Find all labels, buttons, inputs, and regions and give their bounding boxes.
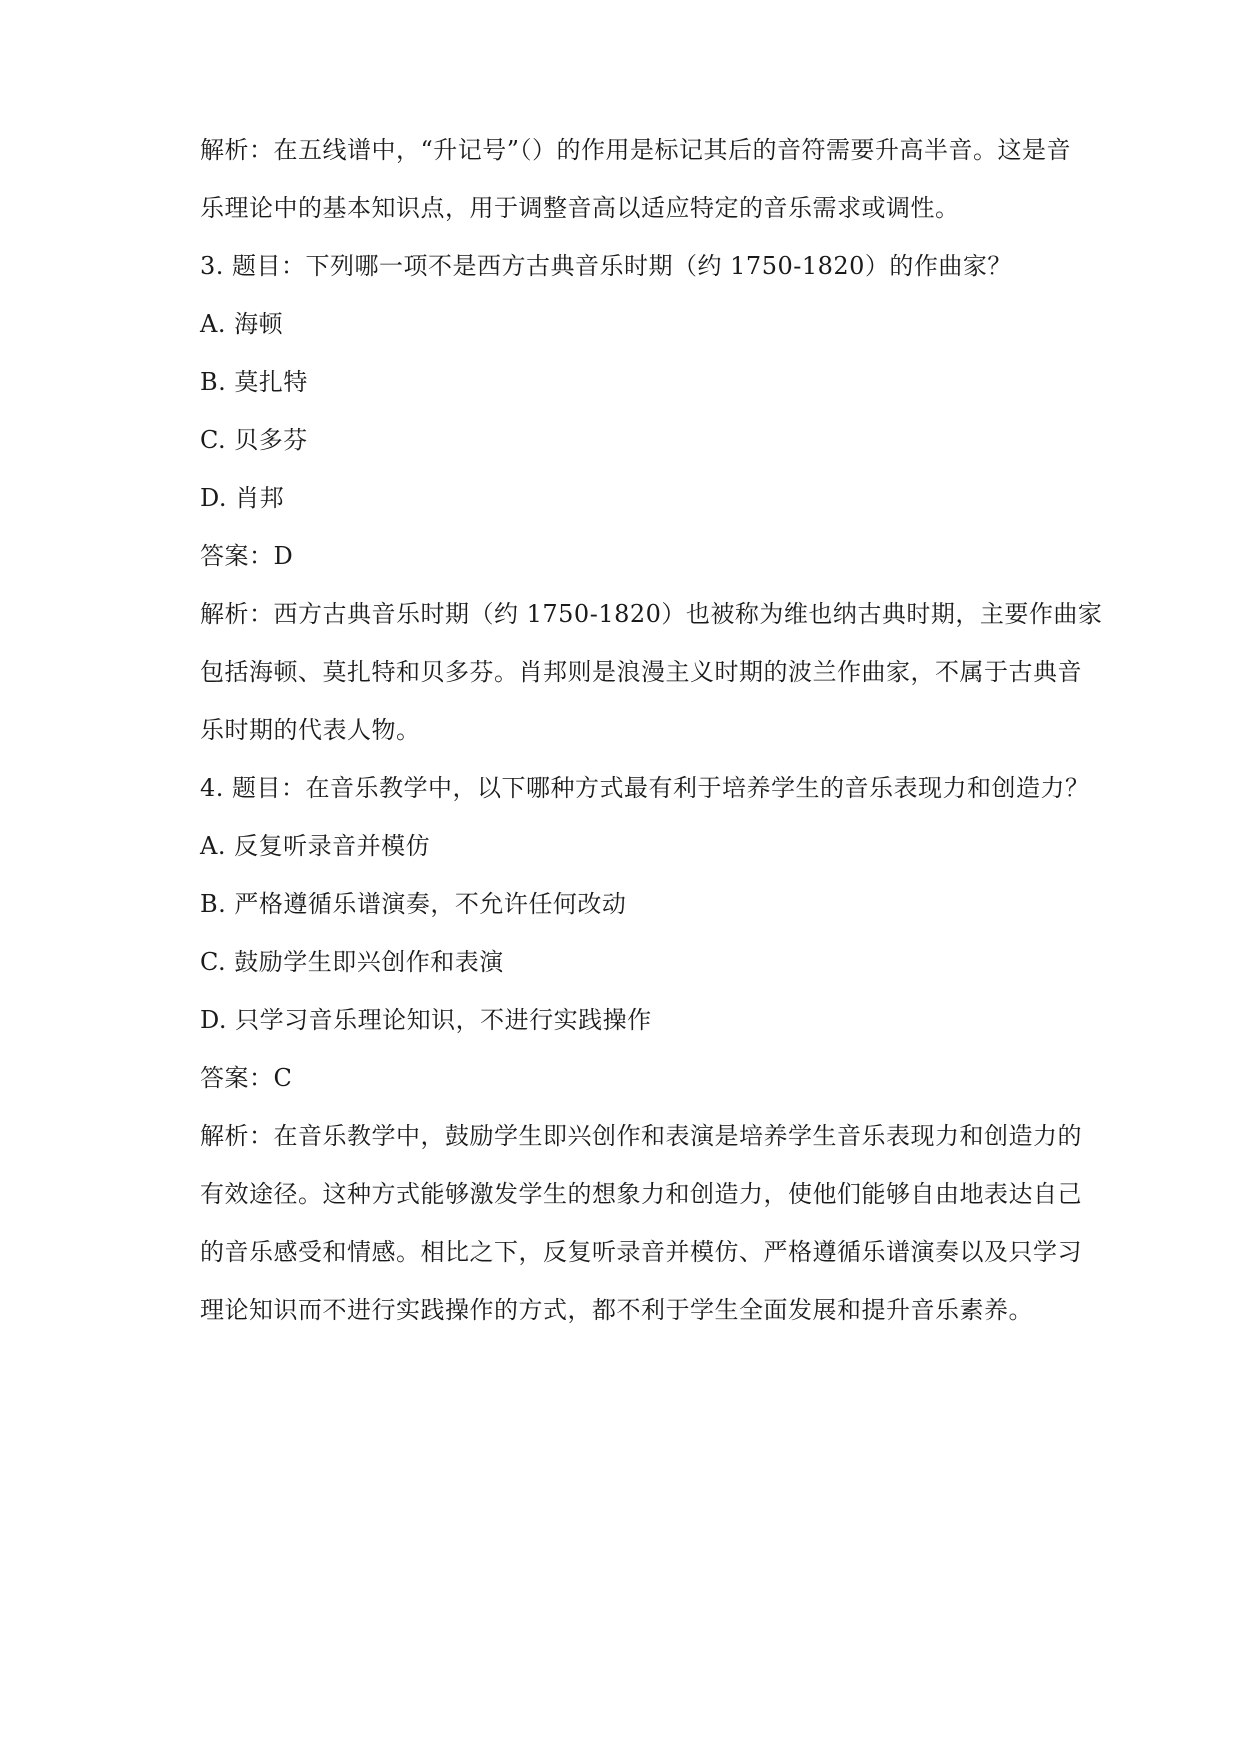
q4-option-b: B. 严格遵循乐谱演奏，不允许任何改动 — [200, 890, 627, 918]
q4-option-a: A. 反复听录音并模仿 — [200, 832, 431, 860]
question-4: 4. 题目：在音乐教学中，以下哪种方式最有利于培养学生的音乐表现力和创造力？ — [200, 774, 1090, 802]
q4-option-c: C. 鼓励学生即兴创作和表演 — [200, 948, 504, 976]
q4-answer: 答案：C — [200, 1064, 293, 1092]
analysis-q2-line-1: 解析：在五线谱中，“升记号”（）的作用是标记其后的音符需要升高半音。这是音 — [200, 136, 1072, 164]
q3-option-a: A. 海顿 — [200, 310, 284, 338]
analysis-q2-line-2: 乐理论中的基本知识点，用于调整音高以适应特定的音乐需求或调性。 — [200, 194, 960, 222]
q3-answer: 答案：D — [200, 542, 294, 570]
q4-analysis-line-2: 有效途径。这种方式能够激发学生的想象力和创造力，使他们能够自由地表达自己 — [200, 1180, 1082, 1208]
q4-analysis-line-1: 解析：在音乐教学中，鼓励学生即兴创作和表演是培养学生音乐表现力和创造力的 — [200, 1122, 1082, 1150]
q3-analysis-line-2: 包括海顿、莫扎特和贝多芬。肖邦则是浪漫主义时期的波兰作曲家，不属于古典音 — [200, 658, 1082, 686]
q4-analysis-line-4: 理论知识而不进行实践操作的方式，都不利于学生全面发展和提升音乐素养。 — [200, 1296, 1033, 1324]
question-3: 3. 题目：下列哪一项不是西方古典音乐时期（约 1750-1820）的作曲家？ — [200, 252, 1012, 280]
q4-option-d: D. 只学习音乐理论知识，不进行实践操作 — [200, 1006, 652, 1034]
q3-option-b: B. 莫扎特 — [200, 368, 308, 396]
q3-option-c: C. 贝多芬 — [200, 426, 308, 454]
q3-analysis-line-1: 解析：西方古典音乐时期（约 1750-1820）也被称为维也纳古典时期，主要作曲家 — [200, 600, 1103, 628]
q4-analysis-line-3: 的音乐感受和情感。相比之下，反复听录音并模仿、严格遵循乐谱演奏以及只学习 — [200, 1238, 1082, 1266]
q3-analysis-line-3: 乐时期的代表人物。 — [200, 716, 421, 744]
q3-option-d: D. 肖邦 — [200, 484, 285, 512]
